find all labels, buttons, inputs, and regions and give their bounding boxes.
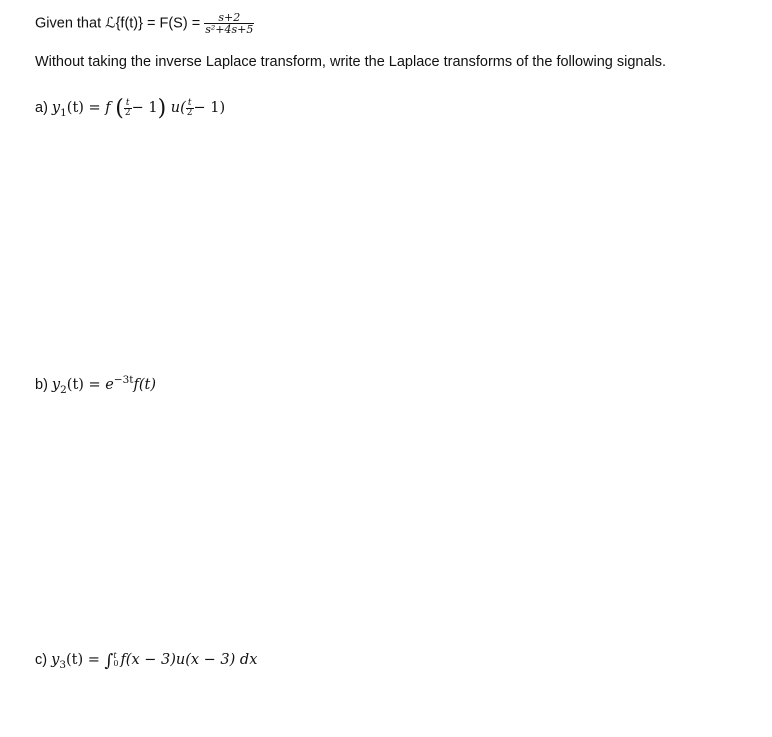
fraction-denominator: s²+4s+5 xyxy=(205,23,254,36)
part-b-y: y xyxy=(51,376,61,393)
part-c xyxy=(35,651,257,671)
part-a-u: u( xyxy=(170,100,186,116)
part-b xyxy=(35,374,156,396)
part-b-lhs-rest: (t) = xyxy=(66,376,106,393)
part-b-sub: 2 xyxy=(60,383,67,396)
part-c-y: y xyxy=(51,652,60,668)
part-b-rest: f(t) xyxy=(133,376,156,393)
part-a-f: f xyxy=(105,100,111,116)
integral-limits xyxy=(113,652,118,668)
part-a-lhs: $y_1(t) = f$ ( $\frac{t}{2}$ − 1) u( $\frac{t}{2}$ − 1) xyxy=(51,96,226,121)
part-b-lhs xyxy=(51,374,156,396)
part-a-y: y xyxy=(51,100,61,116)
part-b-label: b) xyxy=(35,376,52,393)
part-a-frac-2-num: t xyxy=(187,97,192,108)
part-c-label: c) xyxy=(35,652,52,668)
part-c-integrand: f(x − 3)u(x − 3) dx xyxy=(120,652,258,668)
part-a-label: a) xyxy=(35,100,52,116)
part-b-exponent: −3t xyxy=(113,374,134,386)
integral-upper-limit: t xyxy=(113,651,117,660)
laplace-expression: ℒ{f(t)} = F(S) = xyxy=(105,15,205,32)
integral-sign: ∫ xyxy=(104,651,114,671)
fraction-numerator: s+2 xyxy=(218,11,241,24)
part-b-e: e xyxy=(105,376,114,393)
part-a-minus-one: − 1 xyxy=(131,100,158,116)
part-a-frac-1-den: 2 xyxy=(124,107,131,118)
instruction-text: Without taking the inverse Laplace transform, write the Laplace transforms of the following signals. xyxy=(35,54,667,70)
part-a-sub: 1 xyxy=(60,106,67,119)
transfer-function-fraction xyxy=(204,12,254,35)
part-a-frac-2-den: 2 xyxy=(186,107,193,118)
given-statement xyxy=(35,12,254,35)
given-prefix: Given that xyxy=(35,15,106,32)
part-a-frac-1-num: t xyxy=(125,97,130,108)
part-a xyxy=(35,96,225,121)
part-a-frac-1 xyxy=(124,99,132,118)
part-c-lhs xyxy=(51,651,258,671)
part-a-frac-2 xyxy=(186,99,194,118)
part-a-lhs-rest: (t) = xyxy=(66,100,106,116)
part-a-close: − 1) xyxy=(193,100,226,116)
part-c-sub: 3 xyxy=(59,658,66,671)
part-c-lhs-rest: (t) = xyxy=(65,652,105,668)
integral-lower-limit: 0 xyxy=(113,659,119,668)
